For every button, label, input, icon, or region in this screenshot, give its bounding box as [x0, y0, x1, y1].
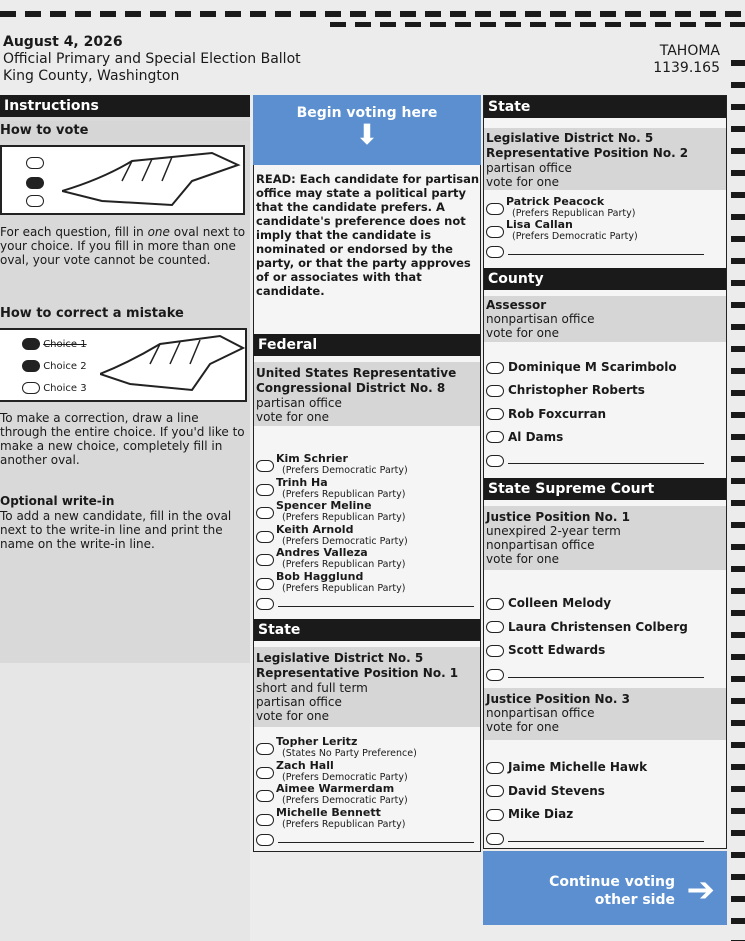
instructions-title: Instructions	[0, 95, 250, 117]
vote-oval[interactable]	[256, 767, 274, 779]
candidate-name: Lisa Callan	[506, 218, 573, 231]
write-in-line[interactable]	[278, 842, 474, 843]
arrow-right-icon: ➔	[686, 870, 715, 910]
candidate-choice[interactable]	[256, 477, 405, 500]
timing-marks-top	[0, 11, 745, 17]
vote-oval[interactable]	[486, 408, 504, 420]
arrow-down-icon: ⬇	[355, 118, 379, 151]
candidate-name: Zach Hall	[276, 758, 334, 772]
write-in-line[interactable]	[508, 677, 704, 678]
timing-marks-top-2	[330, 22, 745, 27]
write-in-heading: Optional write-in	[0, 494, 115, 508]
precinct-code: 1139.165	[653, 60, 720, 76]
candidate-choice[interactable]	[486, 620, 688, 634]
justice-pos1-race-header: Justice Position No. 1 unexpired 2-year term nonpartisan office vote for one	[484, 506, 726, 570]
vote-oval[interactable]	[256, 531, 274, 543]
county-race-header: Assessor nonpartisan office vote for one	[484, 296, 726, 342]
candidate-choice[interactable]	[256, 736, 417, 759]
candidate-party: (Prefers Republican Party)	[282, 559, 406, 570]
begin-voting-banner	[253, 95, 481, 165]
vote-oval[interactable]	[486, 226, 504, 238]
ballot-codes	[653, 43, 720, 77]
state-section-title: State	[254, 619, 480, 641]
candidate-choice[interactable]	[486, 383, 645, 397]
candidate-name: Kim Schrier	[276, 452, 348, 465]
county-candidate-list	[484, 360, 726, 480]
vote-oval[interactable]	[256, 460, 274, 472]
candidate-choice[interactable]	[486, 760, 647, 774]
candidate-choice[interactable]	[486, 596, 611, 610]
choice-3: Choice 3	[22, 382, 87, 394]
write-in-line[interactable]	[278, 606, 474, 607]
state-pos1-candidate-list	[254, 736, 480, 848]
empty-oval-icon	[26, 157, 44, 169]
vote-oval[interactable]	[486, 785, 504, 797]
county-name: King County, Washington	[3, 68, 180, 84]
vote-oval[interactable]	[256, 554, 274, 566]
correct-mistake-heading: How to correct a mistake	[0, 306, 184, 321]
candidate-choice[interactable]	[486, 196, 635, 219]
candidate-choice[interactable]	[256, 453, 408, 476]
candidate-party: (Prefers Democratic Party)	[512, 231, 638, 242]
timing-marks-right	[731, 60, 745, 941]
candidate-name: Rob Foxcurran	[508, 406, 607, 421]
candidate-choice[interactable]	[486, 360, 677, 374]
candidate-party: (Prefers Republican Party)	[282, 488, 406, 500]
ballot-header	[3, 34, 301, 85]
vote-oval[interactable]	[486, 246, 504, 258]
how-to-vote-text: For each question, fill in one oval next to your choice. If you fill in more than one oval, your vote cannot be counted.	[0, 225, 246, 267]
vote-oval[interactable]	[256, 484, 274, 496]
ballot-title: Official Primary and Special Election Ballot	[3, 51, 301, 67]
candidate-name: Michelle Bennett	[276, 805, 381, 819]
candidate-name: Trinh Ha	[276, 475, 328, 489]
county-section-title: County	[484, 268, 726, 290]
vote-oval[interactable]	[486, 385, 504, 397]
filled-oval-icon	[26, 177, 44, 189]
vote-oval[interactable]	[256, 598, 274, 610]
write-in-line[interactable]	[508, 254, 704, 255]
candidate-choice[interactable]	[256, 807, 405, 830]
vote-oval[interactable]	[486, 645, 504, 657]
candidate-party: (States No Party Preference)	[282, 748, 417, 759]
vote-oval[interactable]	[486, 455, 504, 467]
candidate-choice[interactable]	[486, 219, 638, 242]
candidate-name: Bob Hagglund	[276, 569, 364, 583]
candidate-name: Patrick Peacock	[506, 195, 605, 208]
candidate-choice[interactable]	[256, 571, 405, 594]
write-in-line[interactable]	[508, 841, 704, 842]
how-to-vote-illustration	[0, 145, 245, 215]
vote-oval[interactable]	[256, 814, 274, 826]
write-in-line[interactable]	[508, 463, 704, 464]
candidate-name: Topher Leritz	[276, 735, 358, 748]
candidate-name: Al Dams	[508, 429, 564, 444]
candidate-name: Spencer Meline	[276, 499, 372, 512]
candidate-name: Scott Edwards	[508, 643, 606, 657]
supreme-court-section-title: State Supreme Court	[484, 478, 726, 500]
candidate-choice[interactable]	[486, 407, 606, 421]
election-date: August 4, 2026	[3, 34, 123, 50]
choice-1: Choice 1	[22, 338, 87, 350]
how-to-vote-band	[0, 121, 250, 141]
state-pos2-candidate-list	[484, 196, 726, 268]
candidate-name: Colleen Melody	[508, 596, 612, 610]
candidate-party: (Prefers Republican Party)	[512, 208, 636, 219]
candidate-name: David Stevens	[508, 783, 605, 798]
candidate-choice[interactable]	[256, 783, 408, 806]
candidate-choice[interactable]	[486, 784, 605, 798]
state-pos2-race-header: Legislative District No. 5 Representative Position No. 2 partisan office vote for one	[484, 128, 726, 190]
vote-oval[interactable]	[256, 743, 274, 755]
correct-mistake-text: To make a correction, draw a line through the entire choice. If you'd like to make a new choice, completely fill in another oval.	[0, 411, 245, 467]
state-section-title-2: State	[484, 96, 726, 118]
hand-with-pen-icon	[100, 334, 245, 396]
vote-oval[interactable]	[486, 431, 504, 443]
candidate-name: Andres Valleza	[276, 546, 368, 559]
candidate-party: (Prefers Democratic Party)	[282, 771, 408, 783]
vote-oval[interactable]	[486, 762, 504, 774]
candidate-name: Jaime Michelle Hawk	[508, 760, 648, 774]
vote-oval[interactable]	[486, 809, 504, 821]
candidate-name: Dominique M Scarimbolo	[508, 360, 677, 374]
candidate-choice[interactable]	[256, 524, 408, 547]
justice-pos3-race-header: Justice Position No. 3 nonpartisan office vote for one	[484, 688, 726, 740]
candidate-name: Mike Diaz	[508, 807, 574, 821]
ballot-column-right	[483, 95, 727, 849]
vote-oval[interactable]	[486, 362, 504, 374]
vote-oval[interactable]	[486, 621, 504, 633]
candidate-choice[interactable]	[256, 547, 405, 570]
continue-voting-label: Continue voting other side	[549, 874, 675, 908]
begin-voting-label: Begin voting here	[296, 105, 438, 121]
vote-oval[interactable]	[486, 669, 504, 681]
candidate-name: Laura Christensen Colberg	[508, 619, 688, 634]
candidate-name: Aimee Warmerdam	[276, 782, 395, 795]
how-to-vote-heading: How to vote	[0, 123, 89, 138]
candidate-party: (Prefers Republican Party)	[282, 582, 406, 594]
party-preference-notice: READ: Each candidate for partisan office may state a political party that the candidate prefers. A candidate's preference does not imply that the candidate is nominated or endorsed by the party, or that the party approves of or associates with that candidate.	[256, 172, 480, 298]
candidate-name: Keith Arnold	[276, 522, 354, 536]
justice-pos1-candidate-list	[484, 596, 726, 688]
vote-oval[interactable]	[256, 834, 274, 846]
candidate-choice[interactable]	[486, 430, 563, 444]
vote-oval[interactable]	[256, 578, 274, 590]
candidate-party: (Prefers Democratic Party)	[282, 465, 408, 476]
vote-oval[interactable]	[256, 507, 274, 519]
candidate-party: (Prefers Democratic Party)	[282, 795, 408, 806]
candidate-party: (Prefers Republican Party)	[282, 818, 406, 830]
correct-mistake-illustration	[0, 328, 247, 402]
ballot-column-middle	[253, 95, 481, 852]
vote-oval[interactable]	[486, 833, 504, 845]
candidate-choice[interactable]	[486, 807, 573, 821]
candidate-party: (Prefers Republican Party)	[282, 512, 406, 523]
candidate-choice[interactable]	[256, 760, 408, 783]
blank-area	[0, 663, 250, 941]
write-in-text: To add a new candidate, fill in the oval next to the write-in line and print the name on the write-in line.	[0, 509, 232, 551]
vote-oval[interactable]	[256, 790, 274, 802]
state-pos1-race-header: Legislative District No. 5 Representative Position No. 1 short and full term partisan office vote for one	[254, 647, 480, 727]
vote-oval[interactable]	[486, 598, 504, 610]
hand-with-pen-icon	[62, 151, 242, 211]
candidate-choice[interactable]	[256, 500, 405, 523]
federal-candidate-list	[254, 453, 480, 623]
style-code: TAHOMA	[659, 43, 720, 59]
choice-2: Choice 2	[22, 360, 87, 372]
empty-oval-icon	[26, 195, 44, 207]
candidate-choice[interactable]	[486, 643, 605, 657]
justice-pos3-candidate-list	[484, 760, 726, 850]
continue-voting-banner	[483, 851, 727, 925]
federal-section-title: Federal	[254, 334, 480, 356]
instructions-panel	[0, 95, 250, 663]
candidate-name: Christopher Roberts	[508, 383, 645, 398]
candidate-party: (Prefers Democratic Party)	[282, 535, 408, 547]
vote-oval[interactable]	[486, 203, 504, 215]
federal-race-header: United States Representative Congressional District No. 8 partisan office vote for one	[254, 362, 480, 426]
